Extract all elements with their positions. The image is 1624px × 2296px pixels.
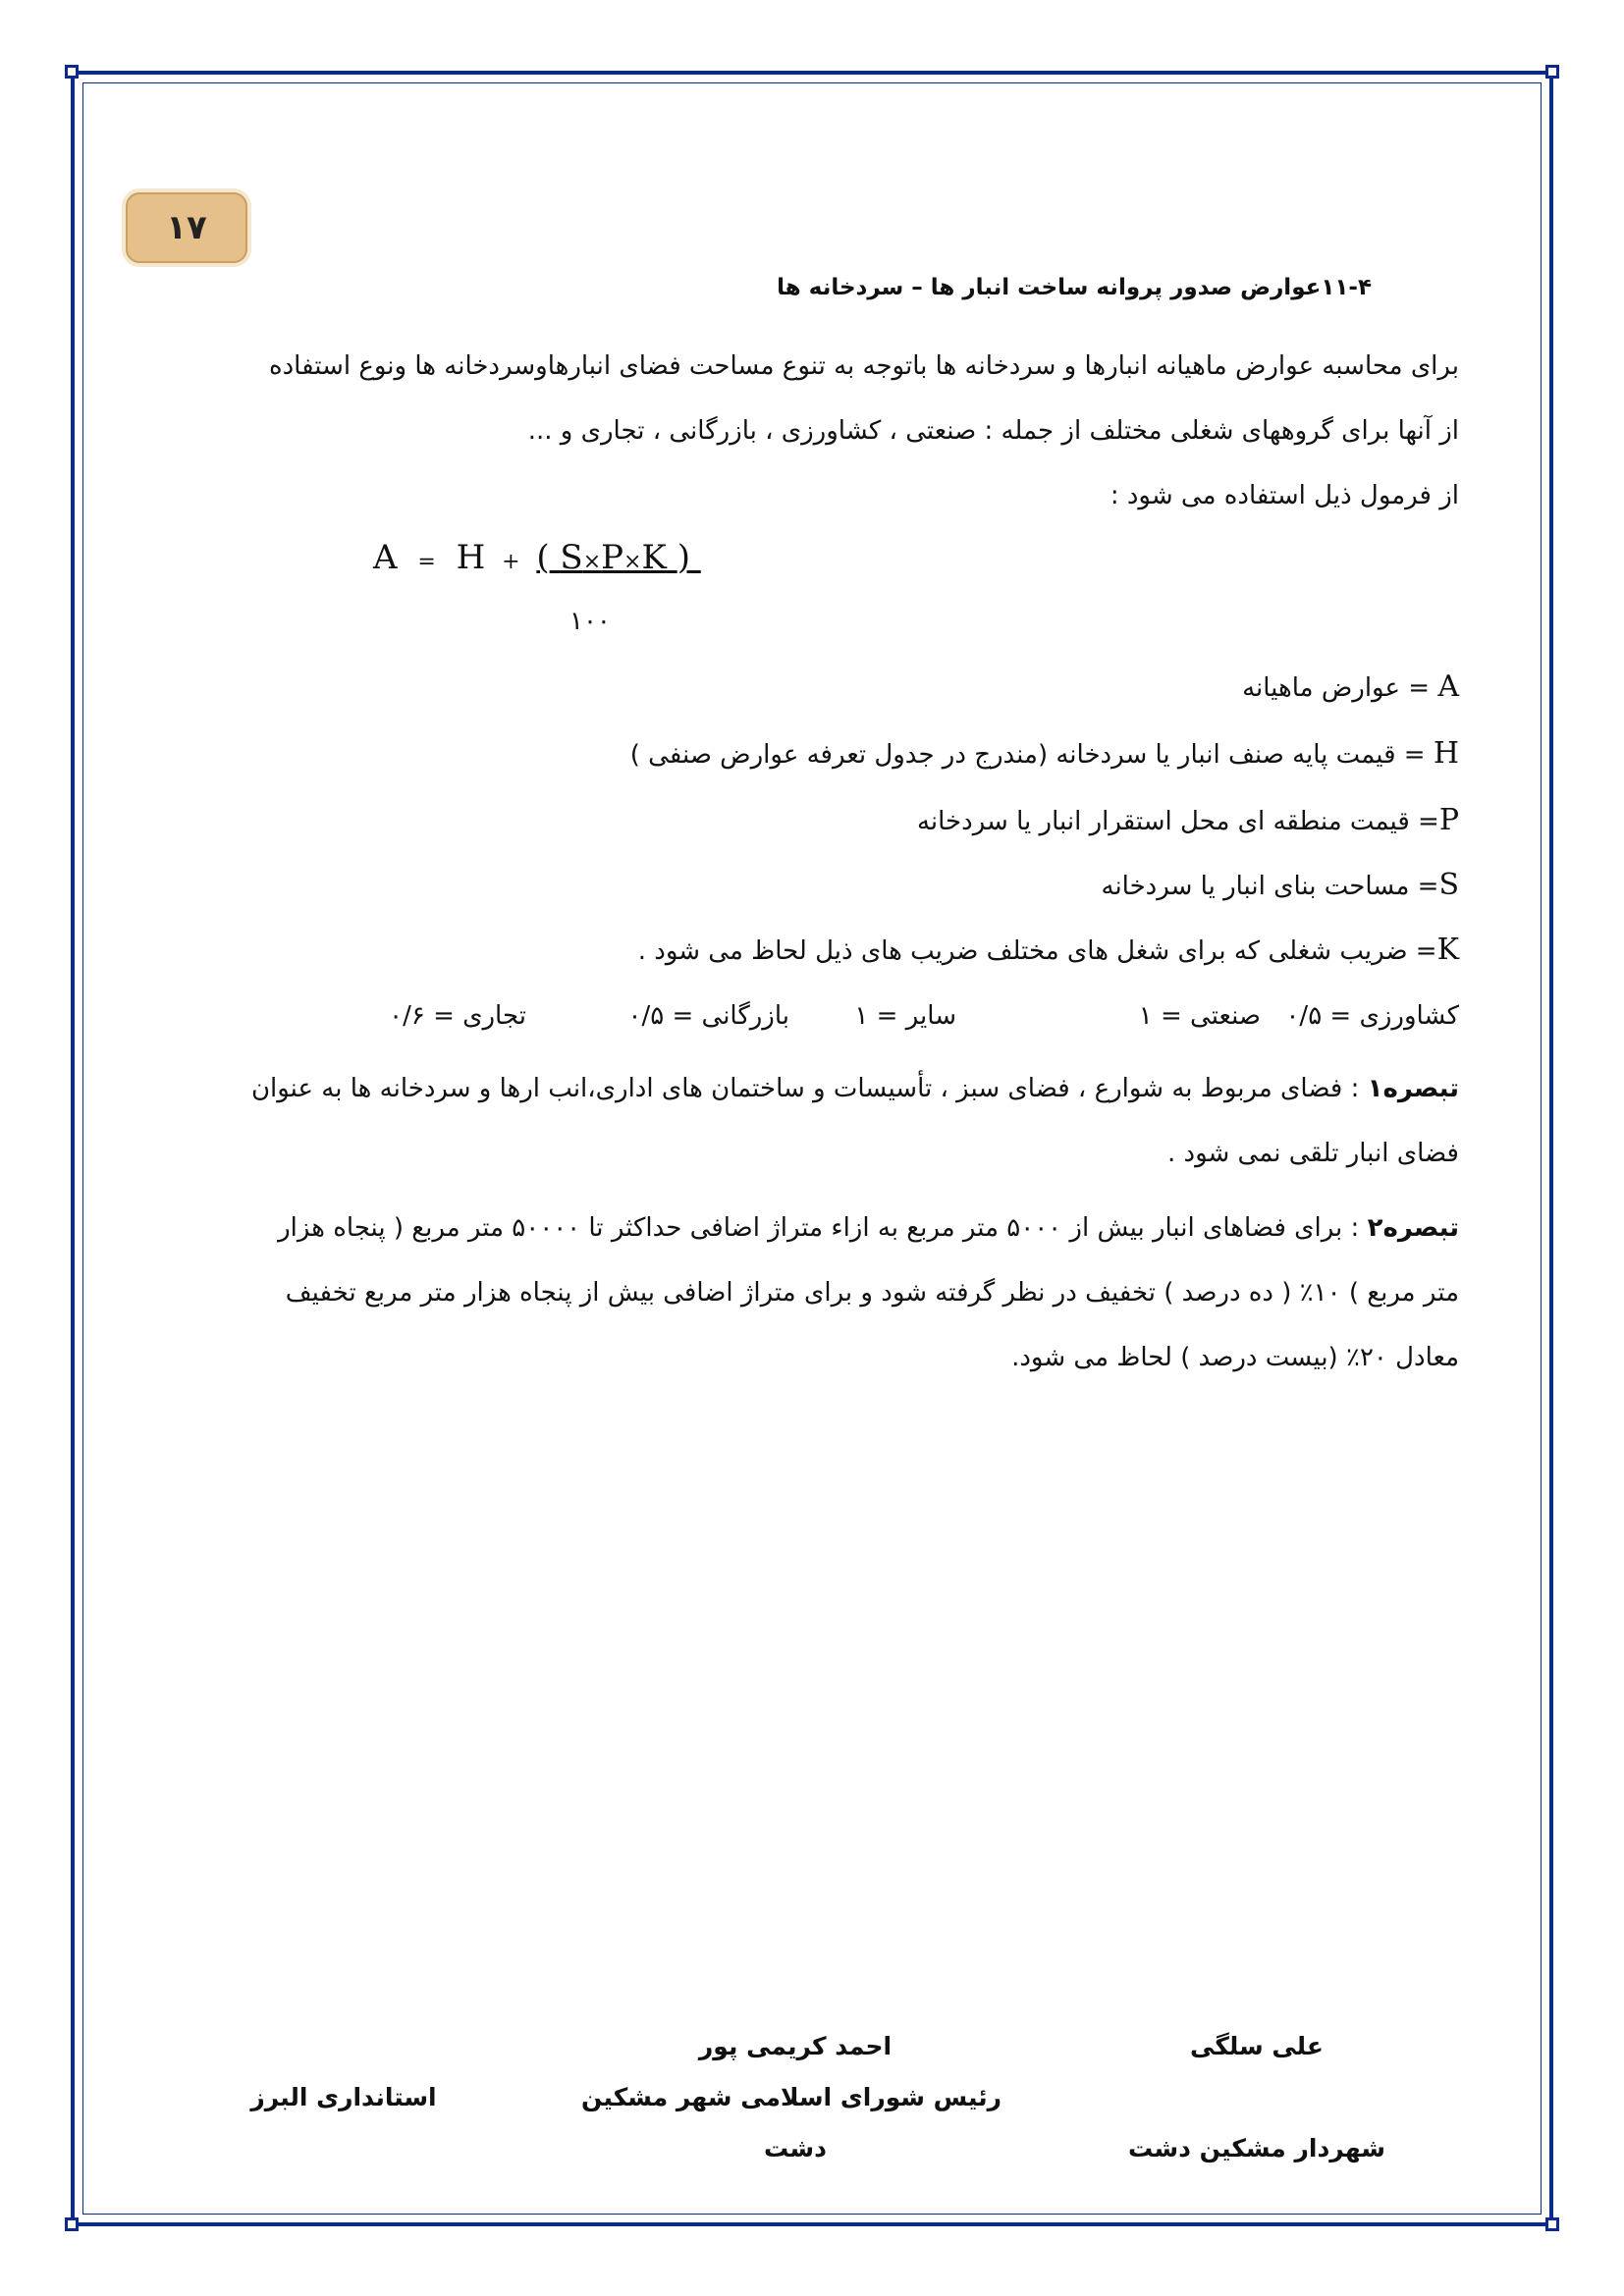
note-2 [153, 1196, 1459, 1390]
formula-open-paren: ( [536, 538, 550, 577]
note-1-line [153, 1056, 1459, 1121]
formula-p: P [601, 538, 624, 577]
note-1 [153, 1056, 1459, 1186]
note-2-line: متر مربع ) ۱۰٪ ( ده درصد ) تخفیف در نظر گرفته شود و برای متراژ اضافی بیش از پنجاه هزار متر مربع تخفیف [285, 1278, 1459, 1308]
note-1-label: تبصره۱ [1367, 1074, 1459, 1103]
formula-h: H [456, 538, 486, 577]
definition-symbol: S [1438, 868, 1459, 902]
note-1-text: : فضای مربوط به شوارع ، فضای سبز ، تأسیسات و ساختمان های اداری،انب ارها و سردخانه ها به عنوان [250, 1074, 1368, 1103]
formula-equals: = [417, 550, 436, 574]
border-corner-tr [1545, 65, 1559, 79]
formula-times: × [582, 550, 602, 574]
intro-line: از فرمول ذیل استفاده می شود : [1110, 481, 1459, 510]
council-head-title-cont: دشت [764, 2134, 827, 2163]
definition-a [1242, 669, 1459, 704]
formula-lhs: A [373, 538, 398, 577]
note-1-line: فضای انبار تلقی نمی شود . [1166, 1139, 1459, 1168]
definition-k [638, 933, 1459, 967]
coefficient-commerce: بازرگانی = ۰/۵ [627, 1001, 789, 1031]
definition-s [1102, 868, 1460, 902]
mayor-title: شهردار مشکین دشت [1128, 2134, 1385, 2163]
page-number-badge [126, 192, 247, 263]
formula-s: S [560, 538, 583, 577]
formula-times: × [623, 550, 642, 574]
definition-text: = قیمت پایه صنف انبار یا سردخانه (مندرج در جدول تعرفه عوارض صنفی ) [629, 740, 1434, 770]
definition-text: = ضریب شغلی که برای شغل های مختلف ضریب های ذیل لحاظ می شود . [637, 936, 1437, 966]
definition-p [917, 803, 1459, 837]
formula-plus: + [502, 550, 520, 574]
formula-k: K [641, 538, 667, 577]
governorate-label: استانداری البرز [250, 2083, 437, 2111]
definition-h [630, 736, 1459, 771]
formula-denominator: ۱۰۰ [569, 607, 611, 636]
border-corner-bl [65, 2217, 79, 2231]
formula [373, 538, 701, 577]
definition-text: = قیمت منطقه ای محل استقرار انبار یا سردخانه [916, 807, 1439, 836]
intro-line: از آنها برای گروههای شغلی مختلف از جمله : صنعتی ، کشاورزی ، بازرگانی ، تجاری و ... [527, 416, 1459, 446]
definition-symbol: H [1433, 736, 1459, 771]
coefficient-industrial: صنعتی = ۱ [1138, 1001, 1261, 1031]
intro-paragraph [153, 334, 1459, 528]
note-2-line: معادل ۲۰٪ (بیست درصد ) لحاظ می شود. [1011, 1343, 1459, 1372]
note-2-label: تبصره۲ [1367, 1213, 1459, 1243]
mayor-name: علی سلگی [1190, 2032, 1324, 2060]
page-number: ۱۷ [166, 208, 207, 247]
definition-symbol: A [1437, 669, 1459, 704]
definition-text: = مساحت بنای انبار یا سردخانه [1101, 872, 1439, 901]
section-title: ۱۱-۴عوارض صدور پروانه ساخت انبار ها – سردخانه ها [777, 275, 1372, 300]
coefficient-agriculture: کشاورزی = ۰/۵ [1285, 1001, 1459, 1031]
definition-symbol: P [1438, 803, 1459, 837]
coefficient-other: سایر = ۱ [854, 1001, 956, 1031]
coefficient-trade: تجاری = ۰/۶ [389, 1001, 526, 1031]
border-corner-tl [65, 65, 79, 79]
border-corner-br [1545, 2217, 1559, 2231]
intro-line: برای محاسبه عوارض ماهیانه انبارها و سردخانه ها باتوجه به تنوع مساحت فضای انبارهاوسردخانه ها ونوع استفاده [268, 351, 1459, 381]
definition-text: = عوارض ماهیانه [1242, 673, 1438, 703]
council-head-title: رئیس شورای اسلامی شهر مشکین [581, 2083, 1001, 2111]
note-2-line [153, 1196, 1459, 1260]
definition-symbol: K [1436, 933, 1459, 967]
note-2-text: : برای فضاهای انبار بیش از ۵۰۰۰ متر مربع به ازاء متراژ اضافی حداکثر تا ۵۰۰۰۰ متر مربع ( پنجاه هزار [278, 1213, 1368, 1243]
formula-numerator [536, 538, 700, 577]
formula-close-paren: ) [677, 538, 690, 577]
council-head-name: احمد کریمی پور [698, 2032, 893, 2060]
